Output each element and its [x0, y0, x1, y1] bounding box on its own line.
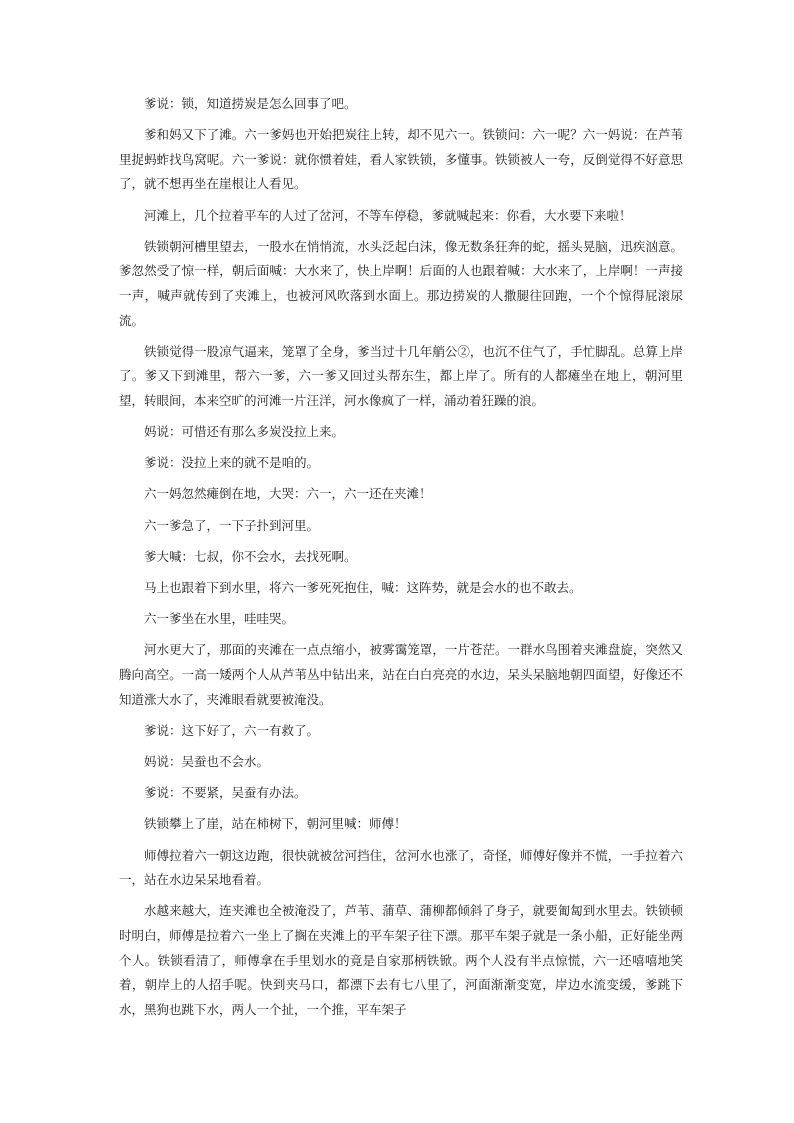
document-body — [119, 92, 683, 1029]
paragraph-2: 爹和妈又下了滩。六一爹妈也开始把炭往上转，却不见六一。铁锁问：六一呢？六一妈说：在芦苇里捉蚂蚱找鸟窝呢。六一爹说：就你惯着娃，看人家铁锁，多懂事。铁锁被人一夸，反倒觉得不好意思了，就不想再坐在崖根让人看见。 — [119, 127, 683, 192]
paragraph-12: 六一爹坐在水里，哇哇哭。 — [144, 611, 295, 627]
paragraph-11: 马上也跟着下到水里，将六一爹死死抱住，喊：这阵势，就是会水的也不敢去。 — [144, 580, 582, 596]
paragraph-17: 铁锁攀上了崖，站在柿树下，朝河里喊：师傅！ — [144, 816, 407, 832]
paragraph-10: 爹大喊：七叔，你不会水，去找死啊。 — [144, 548, 357, 564]
paragraph-5: 铁锁觉得一股凉气逼来，笼罩了全身，爹当过十几年艄公②，也沉不住气了，手忙脚乱。总算上岸了。爹又下到滩里，帮六一爹，六一爹又回过头帮东生，都上岸了。所有的人都瘫坐在地上，朝河里望，转眼间，本来空旷的河滩一片汪洋，河水像疯了一样，涌动着狂躁的浪。 — [119, 343, 683, 408]
paragraph-18: 师傅拉着六一朝这边跑，很快就被岔河挡住，岔河水也涨了，奇怪，师傅好像并不慌，一手拉着六一，站在水边呆呆地看着。 — [119, 847, 683, 888]
paragraph-13: 河水更大了，那面的夹滩在一点点缩小，被雾霭笼罩，一片苍茫。一群水鸟围着夹滩盘旋，突然又腾向高空。一高一矮两个人从芦苇丛中钻出来，站在白白亮亮的水边，呆头呆脑地朝四面望，好像还不知道涨大水了，夹滩眼看就要被淹没。 — [119, 642, 683, 707]
paragraph-3: 河滩上，几个拉着平车的人过了岔河，不等车停稳，爹就喊起来：你看，大水要下来啦！ — [144, 207, 632, 223]
paragraph-14: 爹说：这下好了，六一有救了。 — [144, 722, 320, 738]
paragraph-9: 六一爹急了，一下子扑到河里。 — [144, 517, 320, 533]
paragraph-8: 六一妈忽然瘫倒在地，大哭：六一，六一还在夹滩！ — [144, 486, 432, 502]
paragraph-16: 爹说：不要紧，吴蚕有办法。 — [144, 785, 307, 801]
paragraph-7: 爹说：没拉上来的就不是咱的。 — [144, 455, 320, 471]
paragraph-15: 妈说：吴蚕也不会水。 — [144, 753, 270, 769]
paragraph-1: 爹说：锁，知道捞炭是怎么回事了吧。 — [144, 96, 357, 111]
paragraph-4: 铁锁朝河槽里望去，一股水在悄悄流，水头泛起白沫，像无数条狂奔的蛇，摇头晃脑，迅疾汹意。爹忽然受了惊一样，朝后面喊：大水来了，快上岸啊！后面的人也跟着喊：大水来了，上岸啊！一声接一声，喊声就传到了夹滩上，也被河风吹落到水面上。那边捞炭的人撒腿往回跑，一个个惊得屁滚尿流。 — [119, 238, 683, 328]
paragraph-6: 妈说：可惜还有那么多炭没拉上来。 — [144, 424, 345, 440]
paragraph-19: 水越来越大，连夹滩也全被淹没了，芦苇、蒲草、蒲柳都倾斜了身子，就要匍匐到水里去。铁锁顿时明白，师傅是拉着六一坐上了搁在夹滩上的平车架子往下漂。那平车架子就是一条小船，正好能坐两个人。铁锁看清了，师傅拿在手里划水的竟是自家那柄铁锨。两个人没有半点惊慌，六一还嘻嘻地笑着，朝岸上的人招手呢。快到夹马口，都漂下去有七八里了，河面渐渐变宽，岸边水流变缓，爹跳下水，黑狗也跳下水，两人一个扯，一个推，平车架子 — [119, 903, 683, 1017]
